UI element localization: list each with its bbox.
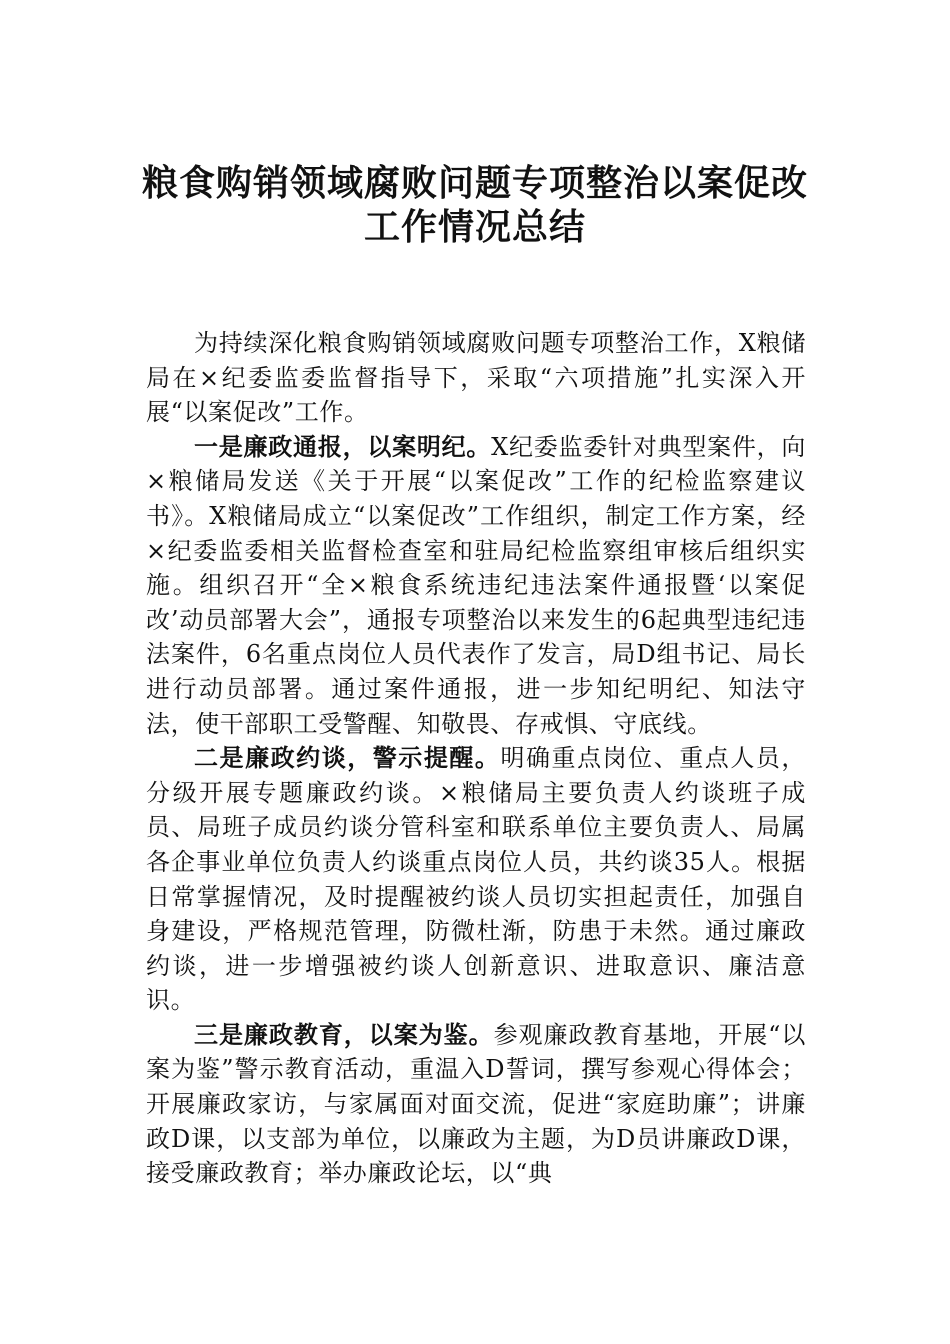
document-title-line-2: 工作情况总结 [363,206,586,248]
section-text-1: X纪委监委针对典型案件，向×粮储局发送《关于开展“以案促改”工作的纪检监察建议书》。X粮储局成立“以案促改”工作组织，制定工作方案，经×纪委监委相关监督检查室和驻局纪检监察组审核后组织实施。组织召开“全×粮食系统违纪违法案件通报暨‘以案促改’动员部署大会”，通报专项整治以来发生的6起典型违纪违法案件，6名重点岗位人员代表作了发言，局D组书记、局长进行动员部署。通过案件通报，进一步知纪明纪、知法守法，使干部职工受警醒、知敬畏、存戒惧、守底线。 [146,432,806,738]
intro-paragraph: 为持续深化粮食购销领域腐败问题专项整治工作，X粮储局在×纪委监委监督指导下，采取“六项措施”扎实深入开展“以案促改”工作。 [146,329,806,427]
section-lead-1: 一是廉政通报，以案明纪。 [194,431,492,461]
section-lead-2: 二是廉政约谈，警示提醒。 [194,743,501,773]
document-body [146,326,806,1191]
document-title-line-1: 粮食购销领域腐败问题专项整治以案促改 [141,162,808,204]
section-paragraph-3 [146,1018,806,1191]
section-text-2: 明确重点岗位、重点人员，分级开展专题廉政约谈。×粮储局主要负责人约谈班子成员、局班子成员约谈分管科室和联系单位主要负责人、局属各企事业单位负责人约谈重点岗位人员，共约谈35人。根据日常掌握情况，及时提醒被约谈人员切实担起责任，加强自身建设，严格规范管理，防微杜渐，防患于未然。通过廉政约谈，进一步增强被约谈人创新意识、进取意识、廉洁意识。 [146,744,806,1015]
section-text-3: 参观廉政教育基地，开展“以案为鉴”警示教育活动，重温入D誓词，撰写参观心得体会；开展廉政家访，与家属面对面交流，促进“家庭助廉”；讲廉政D课，以支部为单位，以廉政为主题，为D员讲廉政D课，接受廉政教育；举办廉政论坛，以“典 [146,1020,806,1188]
section-lead-3: 三是廉政教育，以案为鉴。 [194,1019,494,1049]
section-paragraph-2 [146,741,806,1018]
section-paragraph-1 [146,430,806,741]
